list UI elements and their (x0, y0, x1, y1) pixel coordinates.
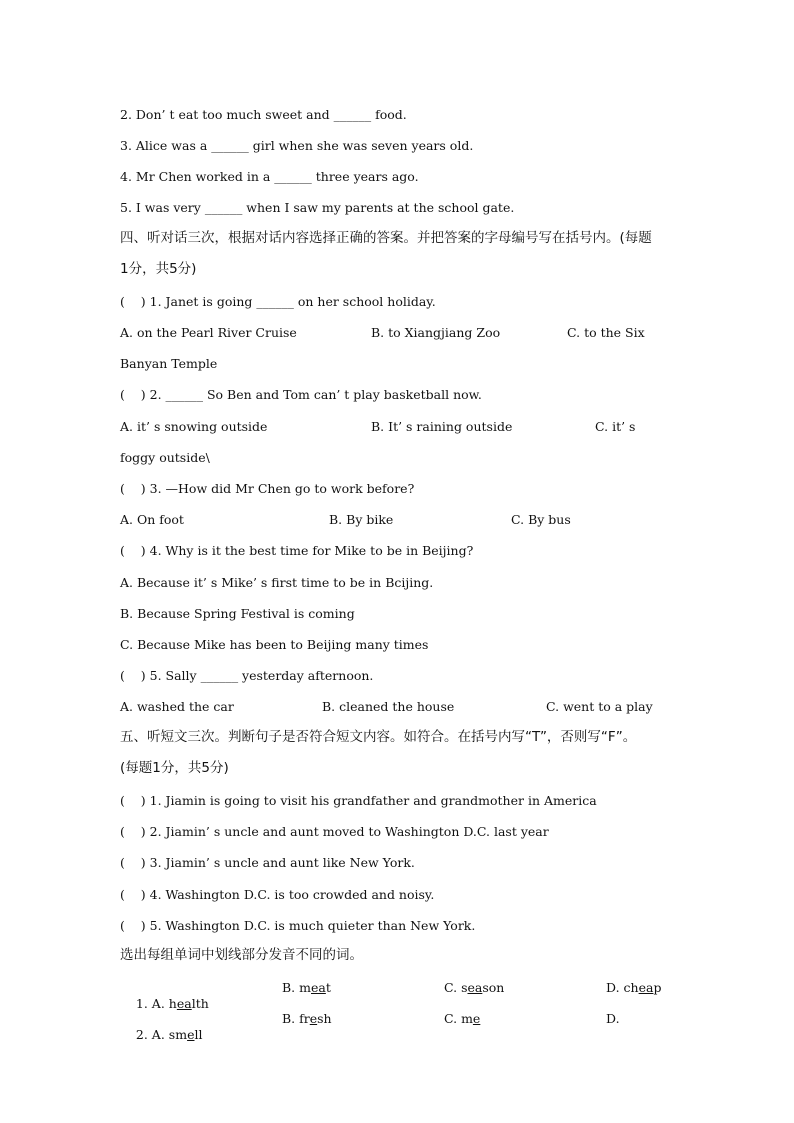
s4-q4-stem: ( ) 4. Why is it the best time for Mike to be in Beijing? (120, 543, 474, 558)
s4-q5-option-b: B. cleaned the house (322, 699, 455, 714)
s4-q1-option-b: B. to Xiangjiang Zoo (371, 325, 501, 340)
phonics-row1-num: 1. A. (135, 996, 165, 1011)
s4-q1-option-c-cont: Banyan Temple (120, 356, 218, 371)
s4-q4-option-a: A. Because it’ s Mike’ s first time to be in Bcijing. (120, 575, 434, 590)
fill-blank-4: 4. Mr Chen worked in a ______ three years ago. (120, 169, 419, 184)
s4-q3-option-c: C. By bus (511, 512, 571, 527)
phonics-row2-num: 2. A. (135, 1027, 165, 1042)
s4-q1-stem: ( ) 1. Janet is going ______ on her school holiday. (120, 294, 436, 309)
section4-heading: 四、听对话三次，根据对话内容选择正确的答案。并把答案的字母编号写在括号内。(每题 (120, 230, 652, 246)
s4-q3-stem: ( ) 3. —How did Mr Chen go to work before? (120, 481, 415, 496)
s5-item-2: ( ) 2. Jiamin’ s uncle and aunt moved to Washington D.C. last year (120, 824, 549, 839)
section4-heading-cont: 1分，共5分) (120, 261, 197, 277)
phonics-row2-word-a: smell (168, 1027, 203, 1042)
s4-q4-option-b: B. Because Spring Festival is coming (120, 606, 355, 621)
s4-q2-option-a: A. it’ s snowing outside (120, 419, 268, 434)
s4-q1-option-c: C. to the Six (567, 325, 645, 340)
s5-item-4: ( ) 4. Washington D.C. is too crowded and noisy. (120, 887, 435, 902)
s4-q3-option-b: B. By bike (329, 512, 394, 527)
s4-q3-option-a: A. On foot (120, 512, 184, 527)
s4-q5-stem: ( ) 5. Sally ______ yesterday afternoon. (120, 668, 374, 683)
phonics-row1-word-c: C. season (444, 980, 505, 995)
phonics-row2-word-d: D. (606, 1011, 620, 1026)
phonics-row2-word-c: C. me (444, 1011, 481, 1026)
s5-item-5: ( ) 5. Washington D.C. is much quieter than New York. (120, 918, 476, 933)
s5-item-3: ( ) 3. Jiamin’ s uncle and aunt like New York. (120, 855, 415, 870)
s4-q2-option-b: B. It’ s raining outside (371, 419, 513, 434)
fill-blank-5: 5. I was very ______ when I saw my parents at the school gate. (120, 200, 515, 215)
fill-blank-2: 2. Don’ t eat too much sweet and ______ food. (120, 107, 407, 122)
s4-q2-stem: ( ) 2. ______ So Ben and Tom can’ t play basketball now. (120, 387, 482, 402)
section5-heading: 五、听短文三次。判断句子是否符合短文内容。如符合。在括号内写“T”，否则写“F”。 (120, 729, 637, 745)
s4-q2-option-c: C. it’ s (595, 419, 636, 434)
phonics-heading: 选出每组单词中划线部分发音不同的词。 (120, 947, 363, 963)
s4-q5-option-a: A. washed the car (120, 699, 234, 714)
phonics-row-2 (120, 1011, 202, 1059)
fill-blank-3: 3. Alice was a ______ girl when she was seven years old. (120, 138, 474, 153)
phonics-row1-word-a: health (168, 996, 209, 1011)
s5-item-1: ( ) 1. Jiamin is going to visit his grandfather and grandmother in America (120, 793, 597, 808)
phonics-row2-word-b: B. fresh (282, 1011, 332, 1026)
s4-q4-option-c: C. Because Mike has been to Beijing many times (120, 637, 429, 652)
s4-q2-option-c-cont: foggy outside\ (120, 450, 210, 465)
phonics-row1-word-b: B. meat (282, 980, 331, 995)
phonics-row1-word-d: D. cheap (606, 980, 662, 995)
section5-heading-cont: (每题1分，共5分) (120, 760, 229, 776)
s4-q1-option-a: A. on the Pearl River Cruise (120, 325, 297, 340)
s4-q5-option-c: C. went to a play (546, 699, 653, 714)
